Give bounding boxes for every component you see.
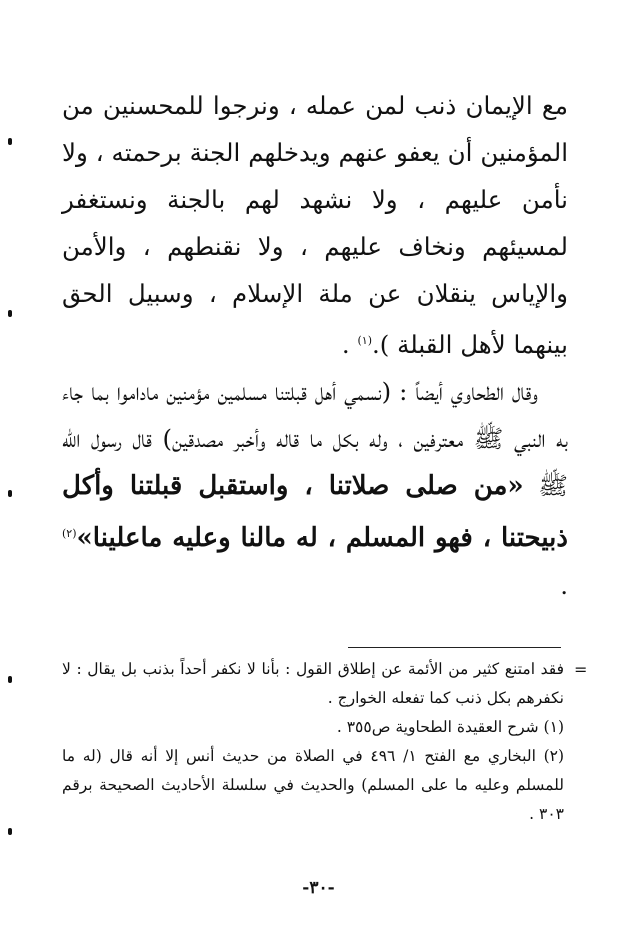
paragraph-1-end: . bbox=[341, 330, 358, 360]
footnote-divider bbox=[348, 647, 561, 648]
footnote-1: (١) شرح العقيدة الطحاوية ص٣٥٥ . bbox=[336, 718, 564, 736]
paragraph-2-text: وقال الطحاوي أيضاً : (نسمي أهل قبلتنا مسلمين مؤمنين ماداموا بما جاء به النبي ﷺ معترفين ، وله بكل ما قاله وأخبر مصدقين) قال رسول الله ﷺ bbox=[62, 377, 569, 501]
page-number: -٣٠- bbox=[302, 878, 335, 898]
hadith-quote: «من صلى صلاتنا ، واستقبل قبلتنا وأكل ذبيحتنا ، فهو المسلم ، له مالنا وعليه ماعلينا» bbox=[62, 471, 568, 554]
continuation-mark: = bbox=[574, 660, 588, 679]
margin-dot bbox=[8, 828, 12, 835]
main-text bbox=[62, 82, 568, 609]
footnote-2: (٢) البخاري مع الفتح ١/ ٤٩٦ في الصلاة من حديث أنس إلا أنه قال (له ما للمسلم وعليه ما على المسلم) والحديث في سلسلة الأحاديث الصحيحة برقم ٣٠٣ . bbox=[62, 747, 565, 823]
paragraph-1 bbox=[62, 82, 568, 368]
margin-dot bbox=[8, 676, 12, 683]
footnote-ref-2: (٢) bbox=[62, 527, 77, 541]
margin-dot bbox=[8, 138, 12, 145]
paragraph-2 bbox=[62, 368, 568, 609]
margin-dot bbox=[8, 490, 12, 497]
paragraph-1-text: مع الإيمان ذنب لمن عمله ، ونرجوا للمحسنين من المؤمنين أن يعفو عنهم ويدخلهم الجنة برحمته ، ولا نأمن عليهم ، ولا نشهد لهم بالجنة ونستغفر لمسيئهم ونخاف عليهم ، ولا نقنطهم ، والأمن والإياس ينقلان عن ملة الإسلام ، وسبيل الحق بينهما لأهل القبلة ). bbox=[62, 91, 568, 360]
paragraph-2-end: . bbox=[560, 571, 568, 601]
footnote-continued: فقد امتنع كثير من الأئمة عن إطلاق القول : بأنا لا نكفر أحداً بذنب بل يقال : لا نكفرهم بكل ذنب كما تفعله الخوارج . bbox=[62, 660, 564, 707]
footnote-ref-1: (١) bbox=[357, 334, 372, 347]
margin-dot bbox=[8, 310, 12, 317]
footnotes bbox=[62, 655, 564, 829]
